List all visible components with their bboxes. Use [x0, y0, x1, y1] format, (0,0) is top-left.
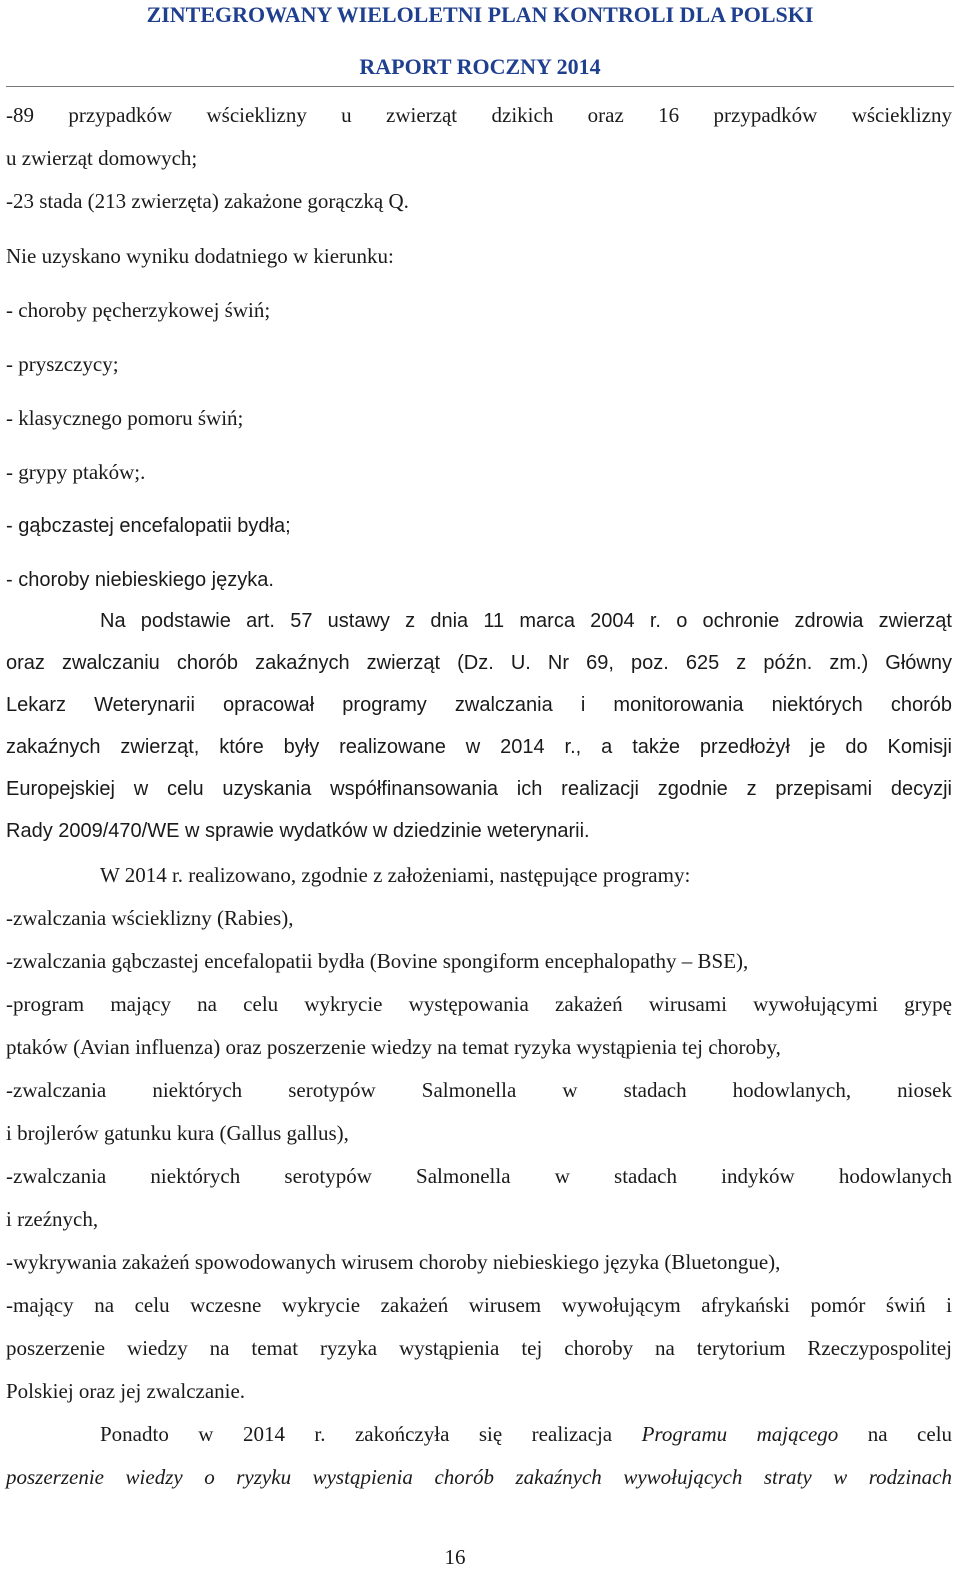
text-line: u zwierząt domowych; [6, 146, 198, 170]
text-line: Na podstawie art. 57 ustawy z dnia 11 marca 2004 r. o ochronie zdrowia zwierząt [100, 610, 952, 632]
text-line: -23 stada (213 zwierzęta) zakażone gorączką Q. [6, 189, 409, 213]
list-item: -zwalczania wścieklizny (Rabies), [6, 906, 294, 930]
list-item: -mający na celu wczesne wykrycie zakażeń wirusem wywołującym afrykański pomór świń i [6, 1293, 952, 1317]
list-item: - grypy ptaków;. [6, 460, 146, 484]
text-line: Rady 2009/470/WE w sprawie wydatków w dziedzinie weterynarii. [6, 820, 590, 842]
list-item: - gąbczastej encefalopatii bydła; [6, 515, 291, 537]
text-segment: na celu [867, 1422, 953, 1446]
list-item: -program mający na celu wykrycie występowania zakażeń wirusami wywołującymi grypę [6, 992, 952, 1016]
document-subtitle: RAPORT ROCZNY 2014 [359, 54, 601, 79]
text-line: ptaków (Avian influenza) oraz poszerzenie wiedzy na temat ryzyka wystąpienia tej choroby, [6, 1035, 781, 1059]
text-line: W 2014 r. realizowano, zgodnie z założeniami, następujące programy: [100, 863, 691, 887]
text-line: -89 przypadków wścieklizny u zwierząt dzikich oraz 16 przypadków wścieklizny [6, 103, 952, 127]
text-line: poszerzenie wiedzy na temat ryzyka wystąpienia tej choroby na terytorium Rzeczypospolitej [6, 1336, 952, 1360]
document-title: ZINTEGROWANY WIELOLETNI PLAN KONTROLI DLA POLSKI [146, 2, 814, 27]
page-number: 16 [444, 1545, 466, 1569]
text-line: Nie uzyskano wyniku dodatniego w kierunku: [6, 244, 394, 268]
text-line: oraz zwalczaniu chorób zakaźnych zwierząt (Dz. U. Nr 69, poz. 625 z późn. zm.) Główny [6, 652, 952, 674]
text-line [100, 1421, 952, 1447]
list-item: - choroby niebieskiego języka. [6, 569, 274, 591]
text-line: Polskiej oraz jej zwalczanie. [6, 1379, 246, 1403]
list-item: -zwalczania niektórych serotypów Salmonella w stadach indyków hodowlanych [6, 1164, 952, 1188]
list-item: - pryszczycy; [6, 352, 119, 376]
list-item: - choroby pęcherzykowej świń; [6, 298, 271, 322]
text-line: Lekarz Weterynarii opracował programy zwalczania i monitorowania niektórych chorób [6, 694, 952, 716]
text-line: zakaźnych zwierząt, które były realizowane w 2014 r., a także przedłożył je do Komisji [6, 736, 952, 758]
list-item: -zwalczania niektórych serotypów Salmonella w stadach hodowlanych, niosek [6, 1078, 952, 1102]
text-line: i rzeźnych, [6, 1207, 99, 1231]
italic-title: poszerzenie wiedzy o ryzyku wystąpienia chorób zakaźnych wywołujących straty w rodzinach [6, 1465, 952, 1489]
italic-title: Programu mającego [641, 1422, 839, 1446]
text-segment: Ponadto w 2014 r. zakończyła się realizacja [100, 1422, 613, 1446]
text-line: i brojlerów gatunku kura (Gallus gallus), [6, 1121, 349, 1145]
text-line: Europejskiej w celu uzyskania współfinansowania ich realizacji zgodnie z przepisami decyzji [6, 778, 952, 800]
header-divider [6, 86, 954, 87]
list-item: -wykrywania zakażeń spowodowanych wirusem choroby niebieskiego języka (Bluetongue), [6, 1250, 781, 1274]
list-item: -zwalczania gąbczastej encefalopatii bydła (Bovine spongiform encephalopathy – BSE), [6, 949, 749, 973]
list-item: - klasycznego pomoru świń; [6, 406, 244, 430]
